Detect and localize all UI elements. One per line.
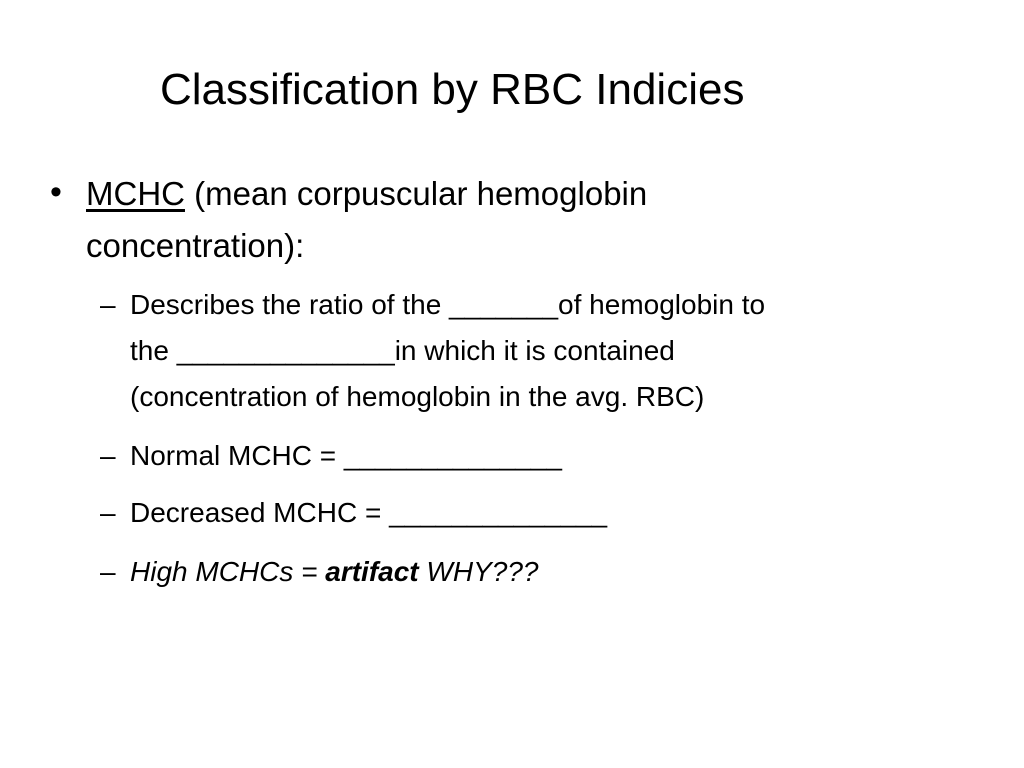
subbullet-normal-mchc-text: Normal MCHC = ______________ [130, 440, 562, 471]
high-mchc-prefix: High MCHCs = [130, 556, 326, 587]
mchc-definition: (mean corpuscular hemoglobin [184, 175, 648, 212]
dash-icon: – [100, 440, 116, 471]
mchc-term: MCHC [86, 175, 185, 212]
dash-icon: – [100, 289, 116, 320]
dash-icon: – [100, 556, 116, 587]
artifact-word: artifact [325, 556, 419, 587]
bullet-mchc-text [86, 168, 886, 272]
dash-icon: – [100, 497, 116, 528]
subbullet-describes-line-2: the ______________in which it is contained [130, 335, 675, 366]
bullet-mchc-line-2: concentration): [86, 227, 305, 264]
subbullet-decreased-mchc-text: Decreased MCHC = ______________ [130, 497, 608, 528]
high-mchc-suffix: WHY??? [418, 556, 539, 587]
subbullet-describes-line-1: Describes the ratio of the _______of hemoglobin to [130, 289, 766, 320]
subbullet-high-mchc-text [130, 549, 990, 595]
subbullet-describes-line-3: (concentration of hemoglobin in the avg. RBC) [130, 381, 705, 412]
subbullet-describes-text [130, 282, 990, 420]
bullet-dot-icon: • [50, 173, 62, 211]
bullet-mchc-line-1 [86, 168, 886, 220]
slide-title: Classification by RBC Indicies [160, 65, 745, 114]
